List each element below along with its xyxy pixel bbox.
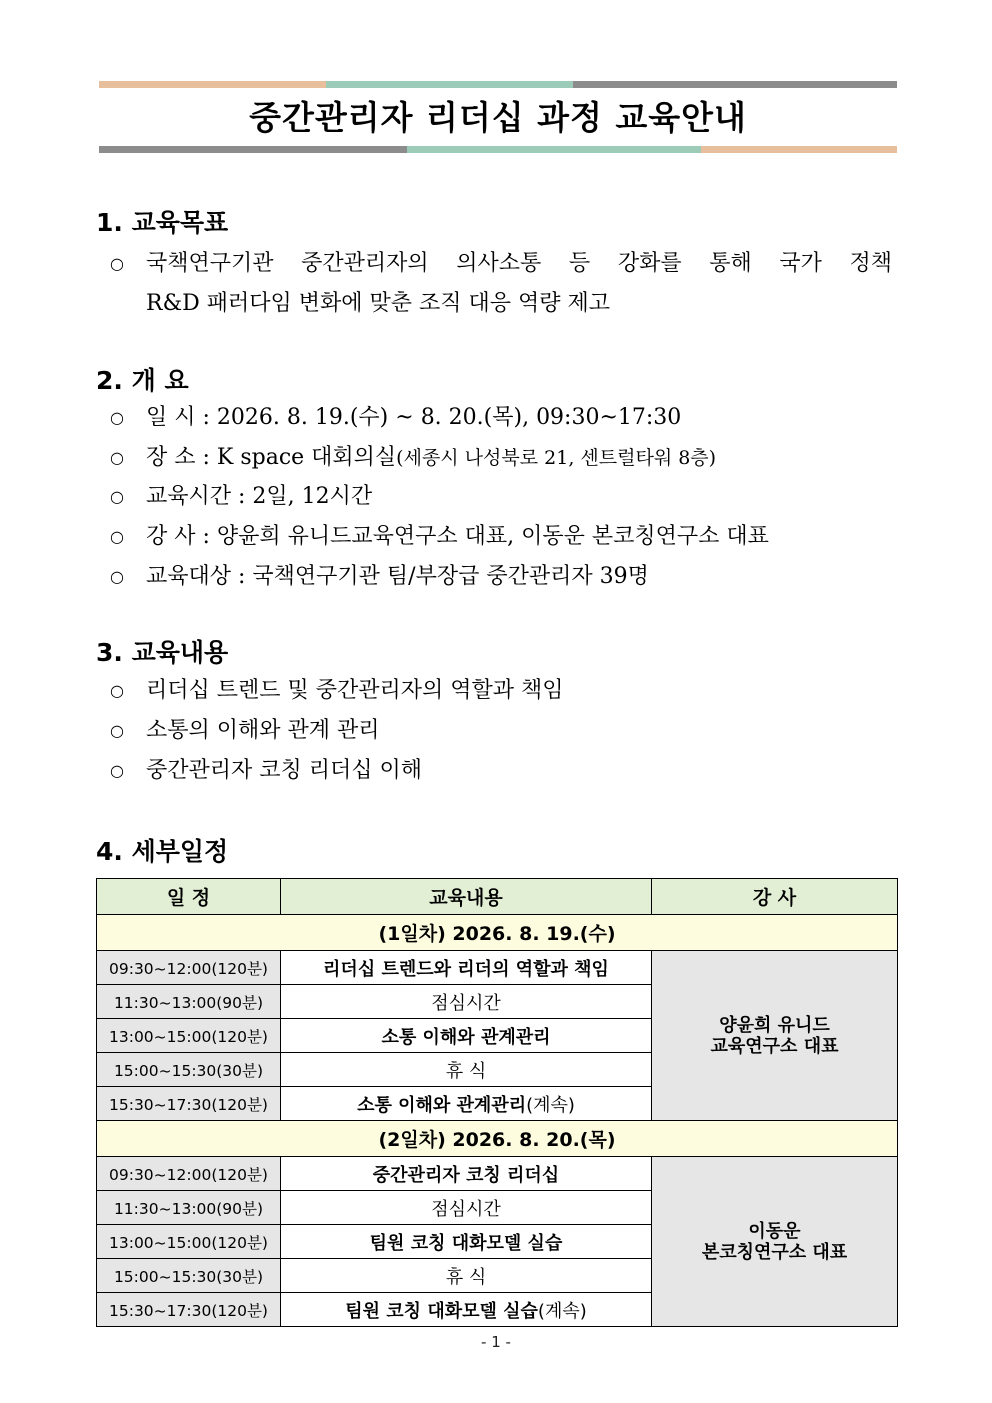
content-item: 소통의 이해와 관계 관리 bbox=[146, 718, 380, 743]
table-row bbox=[97, 1157, 898, 1191]
overview-value: 2일, 12시간 bbox=[252, 484, 373, 509]
goal-word: 통해 bbox=[709, 251, 752, 276]
schedule-topic: 점심시간 bbox=[431, 992, 501, 1014]
day-label: (2일차) 2026. 8. 20.(목) bbox=[97, 1121, 898, 1157]
overview-value: K space 대회의실 bbox=[216, 445, 397, 470]
schedule-content bbox=[281, 1293, 652, 1327]
bullet: ○ bbox=[110, 487, 124, 506]
instructor-line-2: 본코칭연구소 대표 bbox=[701, 1241, 848, 1263]
schedule-content bbox=[281, 951, 652, 985]
overview-separator: : bbox=[231, 564, 253, 589]
schedule-time: 11:30~13:00(90분) bbox=[97, 985, 281, 1019]
schedule-topic: 점심시간 bbox=[431, 1198, 501, 1220]
schedule-topic: 팀원 코칭 대화모델 실습 bbox=[369, 1232, 563, 1254]
instructor-line-1: 양윤희 유니드 bbox=[719, 1014, 830, 1036]
day-row bbox=[97, 915, 898, 951]
schedule-suffix: (계속) bbox=[526, 1094, 575, 1116]
header-content: 교육내용 bbox=[281, 879, 652, 915]
overview-label: 교육시간 bbox=[146, 484, 232, 509]
schedule-time: 11:30~13:00(90분) bbox=[97, 1191, 281, 1225]
bottom-bar-mint bbox=[407, 146, 701, 153]
schedule-topic: 중간관리자 코칭 리더십 bbox=[372, 1164, 560, 1186]
schedule-content bbox=[281, 1019, 652, 1053]
top-bar-gray bbox=[573, 81, 897, 88]
section-heading-goal: 1. 교육목표 bbox=[96, 208, 229, 237]
schedule-time: 13:00~15:00(120분) bbox=[97, 1019, 281, 1053]
goal-line-1 bbox=[146, 249, 892, 279]
schedule-time: 15:00~15:30(30분) bbox=[97, 1053, 281, 1087]
overview-item bbox=[146, 522, 769, 552]
bullet: ○ bbox=[110, 567, 124, 586]
overview-value: 국책연구기관 팀/부장급 중간관리자 39명 bbox=[252, 564, 649, 589]
page-number: - 1 - bbox=[481, 1333, 511, 1351]
schedule-topic: 팀원 코칭 대화모델 실습 bbox=[345, 1300, 538, 1322]
bullet: ○ bbox=[110, 527, 124, 546]
bullet: ○ bbox=[110, 408, 124, 427]
overview-value: 양윤희 유니드교육연구소 대표, 이동운 본코칭연구소 대표 bbox=[216, 524, 769, 549]
schedule-time: 13:00~15:00(120분) bbox=[97, 1225, 281, 1259]
overview-separator: : bbox=[195, 524, 217, 549]
schedule-table bbox=[96, 878, 898, 1327]
header-date: 일 정 bbox=[97, 879, 281, 915]
goal-word: 중간관리자의 bbox=[301, 251, 429, 276]
goal-word: 등 bbox=[568, 251, 591, 276]
section-heading-schedule: 4. 세부일정 bbox=[96, 837, 229, 866]
page-title: 중간관리자 리더십 과정 교육안내 bbox=[249, 98, 747, 137]
goal-word: 의사소통 bbox=[456, 251, 542, 276]
goal-word: 국가 bbox=[779, 251, 822, 276]
schedule-time: 15:00~15:30(30분) bbox=[97, 1259, 281, 1293]
overview-item bbox=[146, 443, 716, 473]
goal-word: 국책연구기관 bbox=[146, 251, 274, 276]
overview-item bbox=[146, 482, 372, 512]
overview-separator: : bbox=[195, 445, 217, 470]
schedule-content bbox=[281, 1157, 652, 1191]
schedule-content bbox=[281, 1087, 652, 1121]
schedule-content bbox=[281, 1053, 652, 1087]
bullet: ○ bbox=[110, 721, 124, 740]
overview-item bbox=[146, 403, 681, 433]
top-bar-mint bbox=[326, 81, 573, 88]
overview-value: 2026. 8. 19.(수) ~ 8. 20.(목), 09:30~17:30 bbox=[216, 405, 682, 430]
section-heading-content: 3. 교육내용 bbox=[96, 638, 229, 667]
bullet: ○ bbox=[110, 448, 124, 467]
overview-separator: : bbox=[231, 484, 253, 509]
schedule-time: 15:30~17:30(120분) bbox=[97, 1087, 281, 1121]
schedule-topic: 휴 식 bbox=[445, 1060, 487, 1082]
overview-label: 장 소 bbox=[146, 445, 196, 470]
instructor-line-2: 교육연구소 대표 bbox=[710, 1035, 839, 1057]
day-row bbox=[97, 1121, 898, 1157]
schedule-topic: 소통 이해와 관계관리 bbox=[357, 1094, 527, 1116]
overview-label: 강 사 bbox=[146, 524, 196, 549]
overview-item bbox=[146, 562, 649, 592]
content-item: 중간관리자 코칭 리더십 이해 bbox=[146, 758, 423, 783]
schedule-content bbox=[281, 1259, 652, 1293]
schedule-time: 15:30~17:30(120분) bbox=[97, 1293, 281, 1327]
schedule-topic: 소통 이해와 관계관리 bbox=[381, 1026, 551, 1048]
bullet: ○ bbox=[110, 761, 124, 780]
table-row bbox=[97, 951, 898, 985]
section-heading-overview: 2. 개 요 bbox=[96, 366, 189, 395]
bullet: ○ bbox=[110, 254, 124, 273]
schedule-content bbox=[281, 985, 652, 1019]
schedule-topic: 리더십 트렌드와 리더의 역할과 책임 bbox=[323, 958, 609, 980]
schedule-content bbox=[281, 1191, 652, 1225]
overview-note: (세종시 나성북로 21, 센트럴타워 8층) bbox=[396, 447, 717, 469]
goal-line-2: R&D 패러다임 변화에 맞춘 조직 대응 역량 제고 bbox=[146, 291, 611, 316]
day-label: (1일차) 2026. 8. 19.(수) bbox=[97, 915, 898, 951]
schedule-instructor bbox=[652, 951, 898, 1121]
schedule-topic: 휴 식 bbox=[445, 1266, 487, 1288]
schedule-time: 09:30~12:00(120분) bbox=[97, 1157, 281, 1191]
schedule-content bbox=[281, 1225, 652, 1259]
header-instructor: 강 사 bbox=[652, 879, 898, 915]
overview-separator: : bbox=[195, 405, 217, 430]
instructor-line-1: 이동운 bbox=[748, 1220, 801, 1242]
bottom-bar-peach bbox=[701, 146, 897, 153]
schedule-suffix: (계속) bbox=[537, 1300, 587, 1322]
overview-label: 교육대상 bbox=[146, 564, 232, 589]
content-item: 리더십 트렌드 및 중간관리자의 역할과 책임 bbox=[146, 678, 564, 703]
goal-word: 강화를 bbox=[617, 251, 682, 276]
bullet: ○ bbox=[110, 681, 124, 700]
schedule-time: 09:30~12:00(120분) bbox=[97, 951, 281, 985]
overview-label: 일 시 bbox=[146, 405, 196, 430]
bottom-bar-gray bbox=[99, 146, 407, 153]
goal-word: 정책 bbox=[849, 251, 892, 276]
schedule-instructor bbox=[652, 1157, 898, 1327]
top-bar-peach bbox=[99, 81, 326, 88]
